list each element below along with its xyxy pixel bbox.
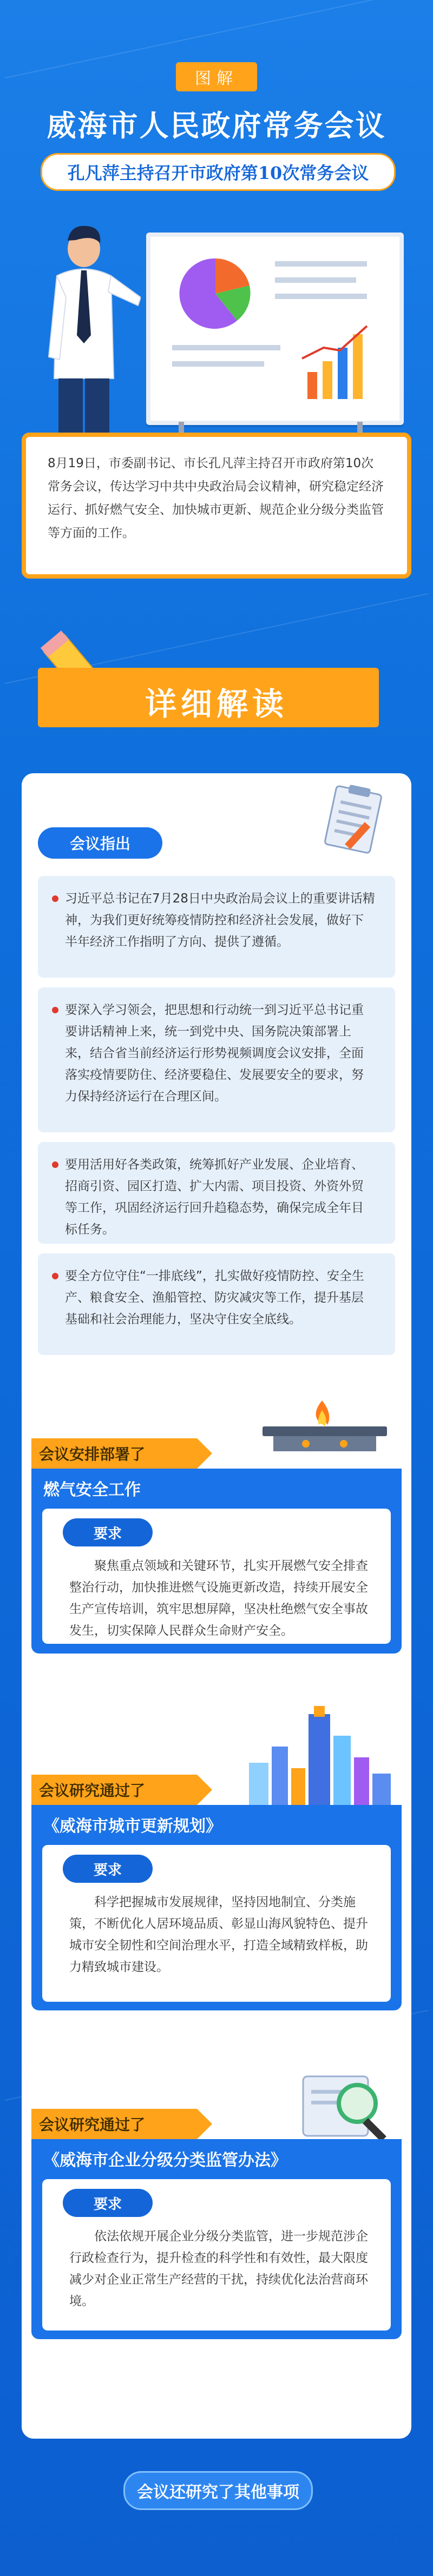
section-box [31, 1805, 402, 2010]
city-buildings-icon [238, 1703, 401, 1806]
gas-stove-icon [241, 1395, 403, 1455]
meeting-points-label: 会议指出 [38, 827, 162, 859]
point-card [38, 987, 395, 1132]
requirement-card [42, 1509, 391, 1644]
point-text: 要深入学习领会，把思想和行动统一到习近平总书记重要讲话精神上来，统一到党中央、国务院决策部署上来，结合省当前经济运行形势视频调度会议安排，全面落实疫情要防住、经济要稳住、发展要安全的要求，努力保持经济运行在合理区间。 [65, 1003, 364, 1104]
footer-note: 会议还研究了其他事项 [123, 2471, 313, 2510]
section-box [31, 1469, 402, 1654]
bullet-dot [52, 1161, 58, 1168]
graphic-tag: 图解 [176, 62, 257, 91]
section-title: 《威海市城市更新规划》 [43, 1817, 222, 1836]
subtitle-bar: 孔凡萍主持召开市政府第10次常务会议 [41, 153, 396, 191]
point-text: 要用活用好各类政策，统筹抓好产业发展、企业培育、招商引资、园区打造、扩大内需、项目投资、外资外贸等工作，巩固经济运行回升趋稳态势，确保完成全年目标任务。 [65, 1158, 364, 1237]
requirement-text: 依法依规开展企业分级分类监管，进一步规范涉企行政检查行为，提升检查的科学性和有效性，最大限度减少对企业正常生产经营的干扰，持续优化法治营商环境。 [69, 2229, 368, 2308]
requirement-card [42, 1845, 391, 2002]
section-box [31, 2139, 402, 2339]
point-text: 习近平总书记在7月28日中央政治局会议上的重要讲话精神，为我们更好统筹疫情防控和经济社会发展，做好下半年经济工作指明了方向、提供了遵循。 [65, 892, 375, 949]
banner-title: 详细解读 [145, 686, 288, 722]
section-title: 《威海市企业分级分类监管办法》 [43, 2151, 287, 2170]
presentation-board [146, 233, 404, 425]
clipboard-icon [311, 781, 392, 857]
section-head: 会议安排部署了 [31, 1438, 197, 1469]
page-title: 威海市人民政府常务会议 [47, 109, 386, 143]
section-head: 会议研究通过了 [31, 2109, 197, 2139]
section-head: 会议研究通过了 [31, 1775, 197, 1805]
requirement-card [42, 2179, 391, 2331]
magnifier-document-icon [292, 2066, 401, 2147]
bullet-dot [52, 1273, 58, 1279]
intro-text: 8月19日，市委副书记、市长孔凡萍主持召开市政府第10次常务会议，传达学习中共中央政治局会议精神，研究稳定经济运行、抓好燃气安全、加快城市更新、规范企业分级分类监管等方面的工作。 [22, 433, 411, 579]
requirement-label: 要求 [63, 1518, 153, 1546]
bullet-dot [52, 895, 58, 902]
requirement-label: 要求 [63, 1855, 153, 1883]
board-charts-icon [150, 237, 391, 412]
point-card [38, 876, 395, 978]
point-text: 要全方位守住“一排底线”，扎实做好疫情防控、安全生产、粮食安全、渔船管控、防灾减灾等工作，提升基层基础和社会治理能力，坚决守住安全底线。 [65, 1269, 364, 1326]
requirement-text: 聚焦重点领域和关键环节，扎实开展燃气安全排查整治行动，加快推进燃气设施更新改造，持续开展安全生产宣传培训，筑牢思想屏障，坚决杜绝燃气安全事故发生，切实保障人民群众生命财产安全。 [69, 1559, 368, 1638]
point-card [38, 1142, 395, 1244]
bullet-dot [52, 1007, 58, 1013]
requirement-label: 要求 [63, 2189, 153, 2217]
requirement-text: 科学把握城市发展规律，坚持因地制宜、分类施策，不断优化人居环境品质、彰显山海风貌特色、提升城市安全韧性和空间治理水平，打造全域精致样板，助力精致城市建设。 [69, 1895, 368, 1974]
point-card [38, 1253, 395, 1355]
section-title: 燃气安全工作 [43, 1480, 141, 1499]
